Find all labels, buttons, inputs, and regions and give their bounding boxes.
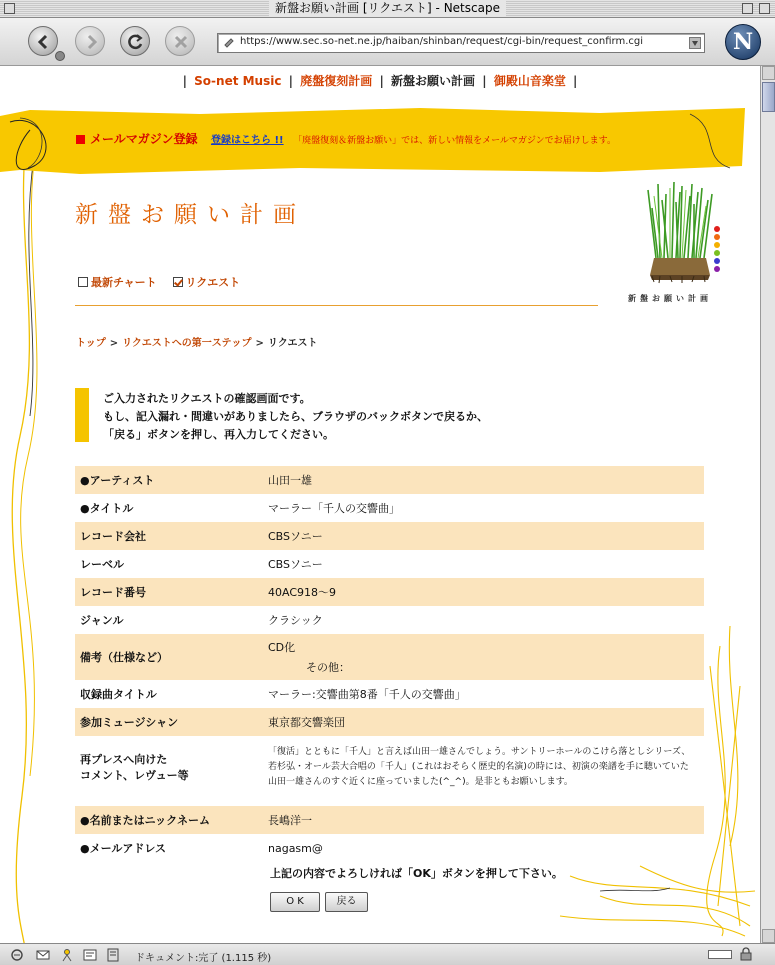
notice-line: もし、記入漏れ・間違いがありましたら、ブラウザのバックボタンで戻るか、 — [103, 410, 488, 423]
field-value: 東京都交響楽団 — [263, 708, 704, 736]
breadcrumb-current: リクエスト — [267, 338, 318, 349]
url-history-dropdown[interactable] — [689, 37, 701, 49]
confirmation-notice — [75, 388, 675, 444]
status-bar — [0, 943, 775, 965]
back-button[interactable] — [28, 26, 58, 56]
field-value: 山田一雄 — [263, 466, 704, 494]
breadcrumb: トップ > リクエストへの第一ステップ > リクエスト — [76, 338, 318, 349]
subnav-divider — [75, 305, 598, 306]
mail-magazine-register-link[interactable]: 登録はこちら !! — [210, 135, 284, 146]
field-label: ●アーティスト — [75, 466, 263, 494]
field-label: ●名前またはニックネーム — [75, 806, 263, 834]
field-label: レコード番号 — [75, 578, 263, 606]
field-label: 収録曲タイトル — [75, 680, 263, 708]
back-arrow-icon — [35, 33, 53, 51]
reload-icon — [127, 33, 145, 51]
table-row — [75, 494, 704, 522]
field-value: 40AC918〜9 — [263, 578, 704, 606]
progress-indicator — [708, 950, 732, 959]
color-dots-decoration — [714, 226, 722, 274]
checkbox-checked-icon — [173, 277, 183, 287]
window-close-box[interactable] — [4, 3, 15, 14]
table-row — [75, 578, 704, 606]
instant-messenger-icon[interactable] — [60, 948, 74, 962]
stop-icon — [172, 33, 190, 51]
stop-button[interactable] — [165, 26, 195, 56]
field-label: ●メールアドレス — [75, 834, 263, 862]
nav-shinban-onegai[interactable]: 新盤お願い計画 — [391, 74, 476, 88]
lock-icon[interactable] — [740, 947, 752, 961]
page-viewport — [0, 66, 760, 943]
scroll-thumb[interactable] — [762, 82, 775, 112]
field-value: nagasm@ — [263, 834, 704, 862]
table-row — [75, 466, 704, 494]
url-bar[interactable] — [217, 33, 705, 53]
field-label: 参加ミュージシャン — [75, 708, 263, 736]
scribble-decoration-right — [540, 626, 760, 943]
window-zoom-box[interactable] — [742, 3, 753, 14]
color-dot — [714, 258, 720, 264]
field-label: ジャンル — [75, 606, 263, 634]
field-label: レーベル — [75, 550, 263, 578]
confirm-instruction: 上記の内容でよろしければ「OK」ボタンを押して下さい。 — [270, 867, 563, 880]
color-dot — [714, 242, 720, 248]
breadcrumb-top[interactable]: トップ — [76, 338, 106, 349]
notice-line: 「戻る」ボタンを押し、再入力してください。 — [103, 428, 334, 441]
checkbox-empty-icon — [78, 277, 88, 287]
window-title: 新盤お願い計画 [リクエスト] - Netscape — [269, 0, 506, 17]
banner-title: メールマガジン登録 — [90, 132, 198, 146]
logo-caption: 新盤お願い計画 — [628, 294, 712, 303]
field-label: 備考（仕様など） — [75, 634, 263, 680]
wheatgrass-logo-image — [636, 180, 726, 285]
field-label: ●タイトル — [75, 494, 263, 522]
subnav-latest-chart[interactable]: 最新チャート — [78, 276, 157, 289]
field-value: CBSソニー — [263, 522, 704, 550]
composer-icon[interactable] — [83, 948, 97, 962]
table-row — [75, 522, 704, 550]
back-page-button[interactable]: 戻る — [325, 892, 368, 912]
color-dot — [714, 226, 720, 232]
forward-arrow-icon — [82, 33, 100, 51]
browser-toolbar — [0, 18, 775, 66]
color-dot — [714, 234, 720, 240]
page-proxy-icon[interactable] — [223, 37, 235, 49]
url-text[interactable]: https://www.sec.so-net.ne.jp/haiban/shinban/request/cgi-bin/request_confirm.cgi — [240, 36, 644, 47]
field-label: レコード会社 — [75, 522, 263, 550]
color-dot — [714, 250, 720, 256]
notice-accent-bar — [75, 388, 89, 442]
vertical-scrollbar[interactable] — [760, 66, 775, 943]
field-value: マーラー「千人の交響曲」 — [263, 494, 704, 522]
scroll-up-arrow[interactable] — [762, 66, 775, 80]
back-history-dropdown[interactable] — [55, 51, 65, 61]
page-title: 新盤お願い計画 — [75, 202, 306, 228]
nav-haiban-fukkoku[interactable]: 廃盤復刻計画 — [300, 74, 373, 88]
bullet-square-icon — [76, 135, 85, 144]
color-dot — [714, 266, 720, 272]
field-value: 「復活」とともに「千人」と言えば山田一雄さんでしょう。サントリーホールのこけら落としシリーズ、若杉弘・オール芸大合唱の「千人」(これはおそらく歴史的名演)の時には、初演の楽譜を手に聴いていた山田一雄さんのすぐ近くに座っていました(^_^)。是非ともお願いします。 — [263, 736, 704, 798]
field-label: 再プレスへ向けた コメント、レヴュー等 — [75, 736, 263, 798]
netscape-logo[interactable]: N — [725, 24, 761, 60]
nav-gotenyama-ongakudo[interactable]: 御殿山音楽堂 — [493, 74, 566, 88]
address-book-icon[interactable] — [106, 948, 120, 962]
ok-button[interactable]: O K — [270, 892, 320, 912]
window-title-bar — [0, 0, 775, 18]
window-collapse-box[interactable] — [759, 3, 770, 14]
subnav-request[interactable]: リクエスト — [173, 276, 241, 289]
breadcrumb-first-step[interactable]: リクエストへの第一ステップ — [122, 338, 252, 349]
nav-so-net-music[interactable]: So-net Music — [194, 74, 282, 88]
field-value: CBSソニー — [263, 550, 704, 578]
reload-button[interactable] — [120, 26, 150, 56]
forward-button[interactable] — [75, 26, 105, 56]
scribble-decoration-left — [0, 96, 60, 943]
status-text: ドキュメント:完了 (1.115 秒) — [135, 953, 272, 964]
mail-magazine-banner — [0, 108, 760, 178]
table-row — [75, 550, 704, 578]
scroll-down-arrow[interactable] — [762, 929, 775, 943]
mail-icon[interactable] — [36, 948, 50, 962]
site-navigation: | So-net Music | 廃盤復刻計画 | 新盤お願い計画 | 御殿山音楽堂 | — [182, 74, 578, 88]
field-value: マーラー:交響曲第8番「千人の交響曲」 — [263, 680, 704, 708]
notice-line: ご入力されたリクエストの確認画面です。 — [103, 392, 311, 405]
field-value: クラシック — [263, 606, 704, 634]
sub-navigation — [78, 274, 252, 290]
security-status-icon[interactable] — [10, 948, 24, 962]
banner-description: 「廃盤復刻＆新盤お願い」では、新しい情報をメールマガジンでお届けします。 — [293, 136, 616, 146]
field-value: 長嶋洋一 — [263, 806, 704, 834]
field-value: CD化 その他： — [263, 634, 704, 680]
